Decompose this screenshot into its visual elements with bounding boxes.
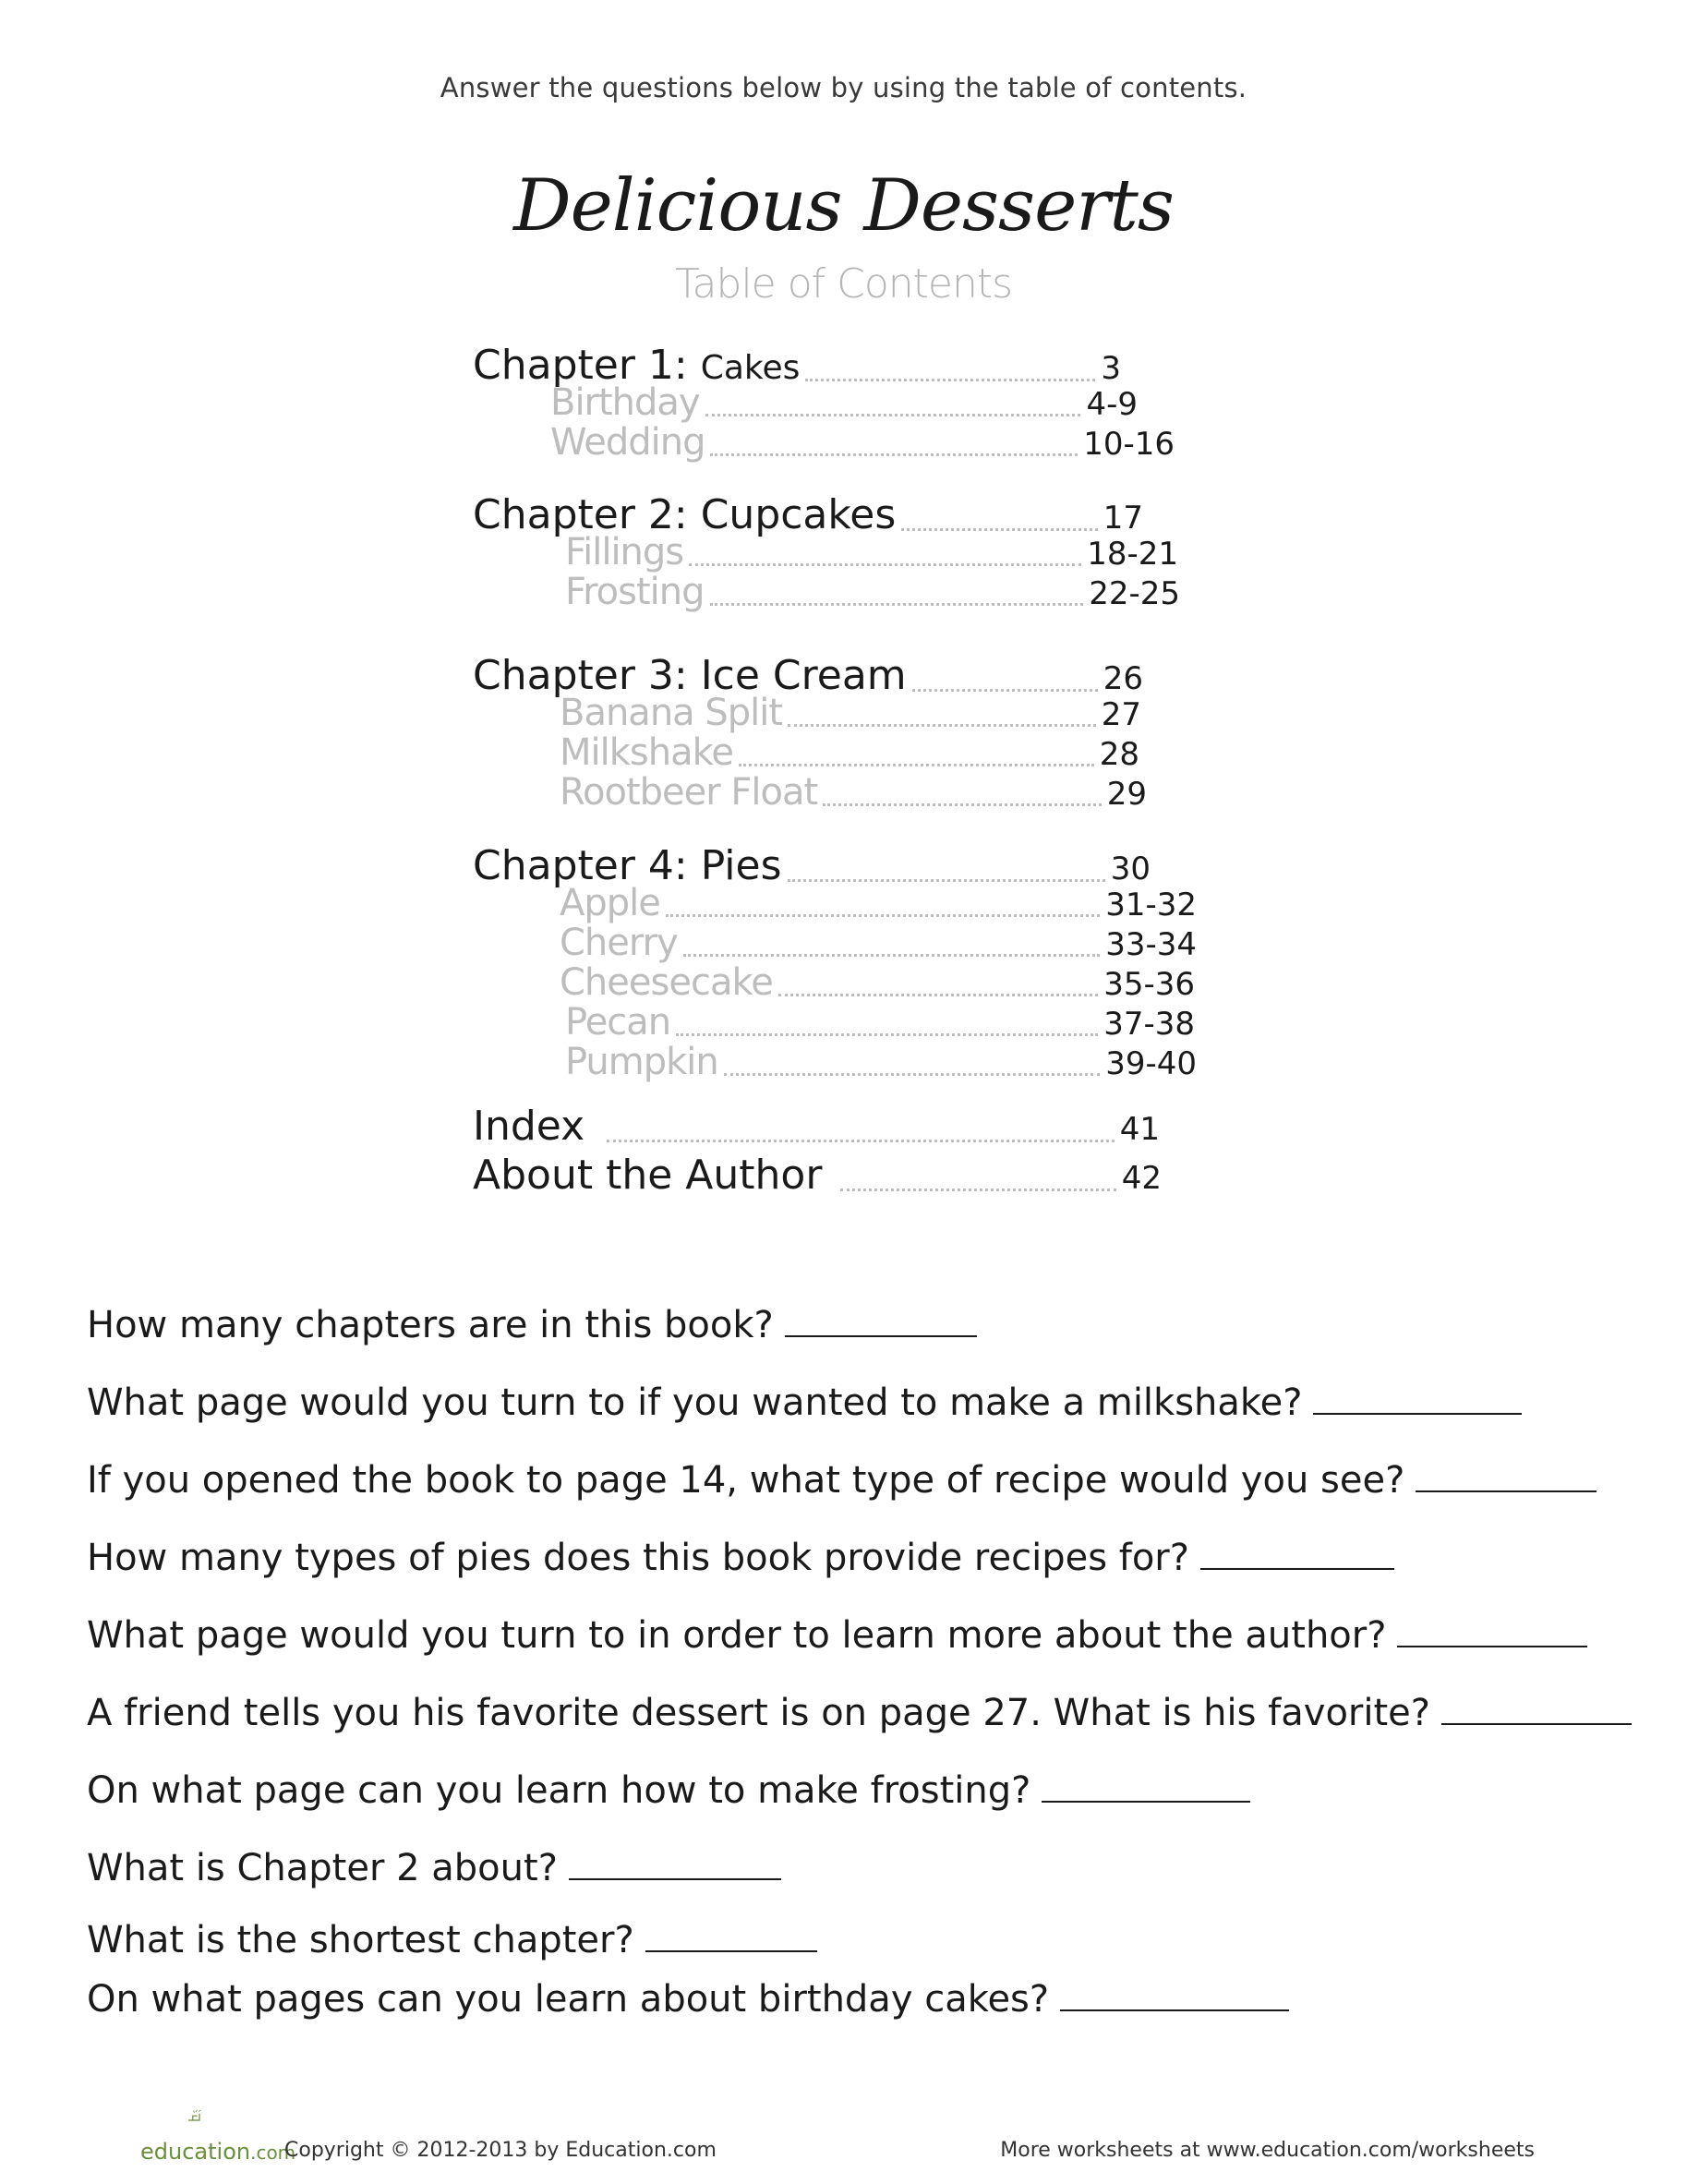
toc-section-cheesecake xyxy=(560,961,1195,1004)
toc-chapter-1-sub: Cakes xyxy=(700,349,801,387)
education-logo-icon xyxy=(185,2102,240,2139)
leader-dots xyxy=(676,1033,1098,1036)
toc-page: 30 xyxy=(1110,851,1151,887)
toc-chapter-3-label: Chapter 3: Ice Cream xyxy=(473,652,907,699)
logo-suffix: .com xyxy=(250,2142,296,2164)
question-2 xyxy=(87,1382,1522,1424)
toc-section-birthday xyxy=(550,381,1138,424)
toc-section-label: Cherry xyxy=(560,922,678,964)
leader-dots xyxy=(778,994,1098,996)
answer-blank[interactable] xyxy=(1200,1537,1394,1570)
leader-dots xyxy=(710,453,1078,456)
question-text: On what page can you learn how to make frosting? xyxy=(87,1769,1031,1812)
toc-section-rootbeer-float xyxy=(560,771,1147,814)
question-1 xyxy=(87,1304,977,1346)
toc-section-fillings xyxy=(565,531,1178,573)
question-text: A friend tells you his favorite dessert is on page 27. What is his favorite? xyxy=(87,1692,1430,1734)
answer-blank[interactable] xyxy=(645,1919,817,1952)
question-3 xyxy=(87,1459,1597,1502)
answer-blank[interactable] xyxy=(569,1847,781,1880)
answer-blank[interactable] xyxy=(1416,1459,1597,1492)
education-logo-text[interactable] xyxy=(140,2139,295,2165)
instruction-text: Answer the questions below by using the table of contents. xyxy=(440,72,1247,103)
toc-about-author-label: About the Author xyxy=(473,1152,823,1199)
question-5 xyxy=(87,1614,1587,1657)
toc-index-label: Index xyxy=(473,1103,585,1150)
question-9 xyxy=(87,1919,817,1961)
toc-about-author xyxy=(473,1152,1162,1199)
toc-page: 26 xyxy=(1103,660,1143,697)
question-text: What is the shortest chapter? xyxy=(87,1919,634,1961)
toc-chapter-4-label: Chapter 4: Pies xyxy=(473,842,782,889)
toc-section-label: Pumpkin xyxy=(565,1041,718,1083)
toc-section-milkshake xyxy=(560,731,1139,774)
toc-section-label: Birthday xyxy=(550,381,700,424)
toc-page: 42 xyxy=(1121,1160,1162,1197)
logo-word: education xyxy=(140,2139,251,2165)
toc-page: 10-16 xyxy=(1083,426,1175,463)
question-text: What page would you turn to if you wanted to make a milkshake? xyxy=(87,1382,1303,1424)
toc-page: 3 xyxy=(1101,350,1121,387)
toc-section-label: Pecan xyxy=(565,1001,671,1044)
toc-title: Table of Contents xyxy=(674,260,1013,308)
answer-blank[interactable] xyxy=(1313,1382,1522,1415)
answer-blank[interactable] xyxy=(1441,1692,1632,1725)
answer-blank[interactable] xyxy=(1397,1614,1587,1647)
toc-section-banana-split xyxy=(560,692,1141,734)
copyright-text: Copyright © 2012-2013 by Education.com xyxy=(284,2139,717,2162)
leader-dots xyxy=(724,1073,1100,1076)
toc-page: 29 xyxy=(1106,776,1147,813)
question-text: How many chapters are in this book? xyxy=(87,1304,774,1346)
question-text: How many types of pies does this book provide recipes for? xyxy=(87,1537,1189,1579)
leader-dots xyxy=(689,563,1081,566)
toc-page: 28 xyxy=(1099,736,1139,773)
question-6 xyxy=(87,1692,1632,1734)
question-text: On what pages can you learn about birthday cakes? xyxy=(87,1978,1050,2021)
toc-page: 22-25 xyxy=(1089,575,1180,612)
toc-section-label: Cheesecake xyxy=(560,961,773,1004)
toc-section-label: Frosting xyxy=(565,571,705,613)
toc-page: 39-40 xyxy=(1105,1045,1197,1082)
toc-page: 18-21 xyxy=(1087,536,1178,573)
toc-section-label: Milkshake xyxy=(560,731,733,774)
leader-dots xyxy=(705,414,1081,416)
toc-chapter-1-label: Chapter 1: xyxy=(473,342,688,389)
book-title: Delicious Desserts xyxy=(513,164,1174,247)
toc-page: 33-34 xyxy=(1105,926,1197,963)
leader-dots xyxy=(739,764,1094,766)
question-text: What is Chapter 2 about? xyxy=(87,1847,558,1889)
toc-page: 4-9 xyxy=(1086,386,1138,423)
more-worksheets-link[interactable]: More worksheets at www.education.com/worksheets xyxy=(1000,2139,1535,2162)
toc-page: 27 xyxy=(1101,696,1141,733)
toc-section-pecan xyxy=(565,1001,1195,1044)
leader-dots xyxy=(666,914,1100,917)
toc-page: 41 xyxy=(1119,1111,1160,1148)
leader-dots xyxy=(840,1189,1115,1191)
leader-dots xyxy=(683,954,1100,957)
toc-section-pumpkin xyxy=(565,1041,1197,1083)
toc-chapter-2-label: Chapter 2: Cupcakes xyxy=(473,491,897,538)
question-4 xyxy=(87,1537,1394,1579)
toc-section-label: Wedding xyxy=(550,421,705,464)
toc-section-label: Fillings xyxy=(565,531,684,573)
toc-index xyxy=(473,1103,1160,1150)
question-8 xyxy=(87,1847,781,1889)
leader-dots xyxy=(823,803,1102,806)
toc-section-label: Rootbeer Float xyxy=(560,771,818,814)
answer-blank[interactable] xyxy=(1042,1769,1250,1803)
toc-page: 35-36 xyxy=(1103,966,1195,1003)
leader-dots xyxy=(710,603,1084,606)
toc-page: 17 xyxy=(1103,500,1143,537)
question-7 xyxy=(87,1769,1250,1812)
question-text: What page would you turn to in order to learn more about the author? xyxy=(87,1614,1387,1657)
toc-section-wedding xyxy=(550,421,1175,464)
toc-section-label: Banana Split xyxy=(560,692,783,734)
toc-section-cherry xyxy=(560,922,1197,964)
answer-blank[interactable] xyxy=(785,1304,977,1337)
leader-dots xyxy=(607,1140,1115,1142)
toc-section-label: Apple xyxy=(560,882,660,924)
leader-dots xyxy=(788,724,1096,727)
toc-section-frosting xyxy=(565,571,1180,613)
question-10 xyxy=(87,1978,1289,2021)
toc-page: 31-32 xyxy=(1105,887,1197,923)
footer xyxy=(0,2115,1687,2170)
toc-section-apple xyxy=(560,882,1197,924)
toc-page: 37-38 xyxy=(1103,1006,1195,1043)
answer-blank[interactable] xyxy=(1060,1978,1289,2011)
question-text: If you opened the book to page 14, what type of recipe would you see? xyxy=(87,1459,1405,1502)
